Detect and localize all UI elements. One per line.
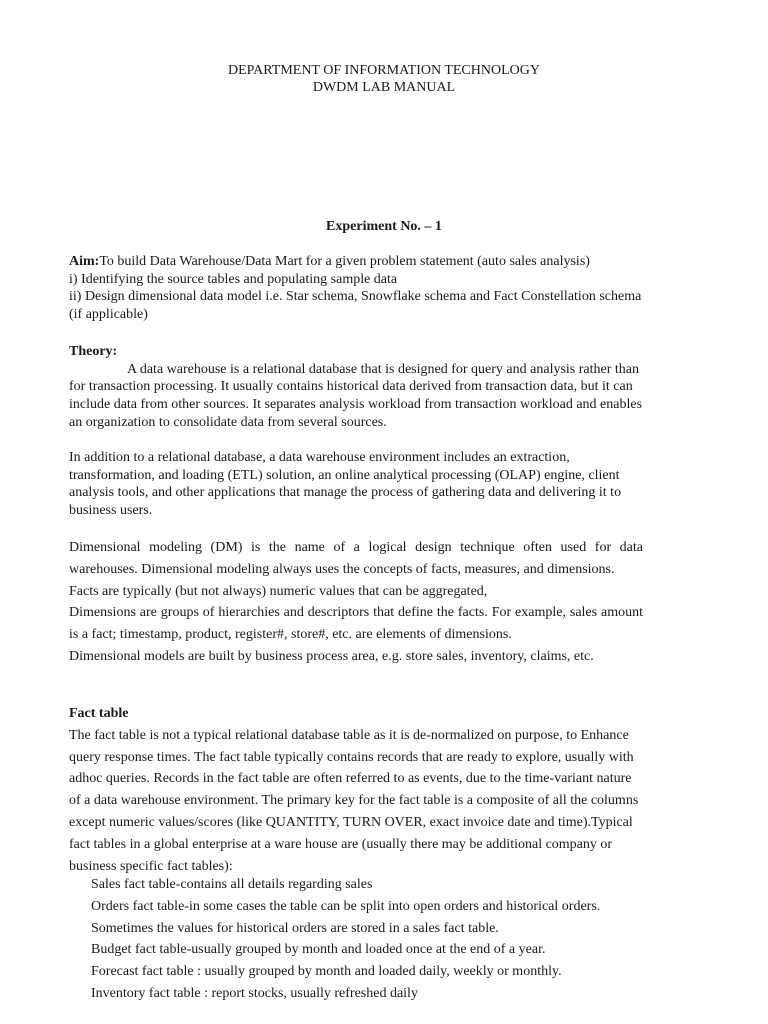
theory-paragraph: In addition to a relational database, a data warehouse environment includes an extraction, transformation, and loading (ETL) solution, an online analytical processing (OLAP) engine, client analysis tools, and other applications that manage the process of gathering data and delivering it to business users. [69, 450, 622, 519]
aim-point: i) Identifying the source tables and populating sample data [69, 271, 398, 287]
theory-section [69, 343, 643, 432]
list-item: Sometimes the values for historical orders are stored in a sales fact table. [91, 920, 499, 936]
dimensions-definition: Dimensions are groups of hierarchies and descriptors that define the facts. For example, sales amount is a fact; timestamp, product, register#, store#, etc. are elements of dimensions. [69, 605, 643, 643]
dimensional-section [69, 537, 643, 668]
fact-table-paragraph: The fact table is not a typical relational database table as it is de-normalized on purpose, to Enhance query response times. The fact table typically contains records that are ready to explore, usually with adhoc queries. Records in the fact table are often referred to as events, due to the time-variant nature of a data warehouse environment. The primary key for the fact table is a composite of all the columns except numeric values/scores (like QUANTITY, TURN OVER, exact invoice date and time).Typical fact tables in a global enterprise at a ware house are (usually there may be additional company or business specific fact tables): [69, 727, 639, 874]
fact-table-section [69, 703, 643, 877]
manual-title: DWDM LAB MANUAL [312, 80, 456, 95]
experiment-title: Experiment No. – 1 [326, 219, 442, 234]
list-item: Inventory fact table : report stocks, usually refreshed daily [91, 985, 418, 1001]
department-title: DEPARTMENT OF INFORMATION TECHNOLOGY [228, 63, 540, 78]
models-definition: Dimensional models are built by business process area, e.g. store sales, inventory, claims, etc. [69, 648, 594, 664]
theory-label: Theory: [69, 344, 118, 359]
aim-label: Aim: [69, 254, 100, 269]
dimensional-intro: Dimensional modeling (DM) is the name of a logical design technique often used for data warehouses. Dimensional modeling always uses the concepts of facts, measures, and dimensions. [69, 540, 643, 577]
aim-text: To build Data Warehouse/Data Mart for a given problem statement (auto sales analysis) [99, 254, 590, 269]
page-header [0, 62, 768, 96]
theory-paragraph-2 [69, 449, 643, 520]
facts-definition: Facts are typically (but not always) numeric values that can be aggregated, [69, 583, 488, 599]
fact-table-list [91, 874, 651, 1005]
list-item: Budget fact table-usually grouped by month and loaded once at the end of a year. [91, 942, 546, 958]
fact-table-heading: Fact table [69, 706, 129, 721]
list-item: Forecast fact table : usually grouped by month and loaded daily, weekly or monthly. [91, 964, 562, 980]
list-item: Orders fact table-in some cases the table can be split into open orders and historical orders. [91, 898, 601, 914]
list-item: Sales fact table-contains all details regarding sales [91, 877, 373, 892]
aim-section [69, 253, 643, 324]
theory-paragraph: A data warehouse is a relational database that is designed for query and analysis rather than for transaction processing. It usually contains historical data derived from transaction data, but it can include data from other sources. It separates analysis workload from transaction workload and enables an organization to consolidate data from several sources. [69, 361, 643, 430]
aim-point: ii) Design dimensional data model i.e. Star schema, Snowflake schema and Fact Constellation schema (if applicable) [69, 289, 642, 323]
